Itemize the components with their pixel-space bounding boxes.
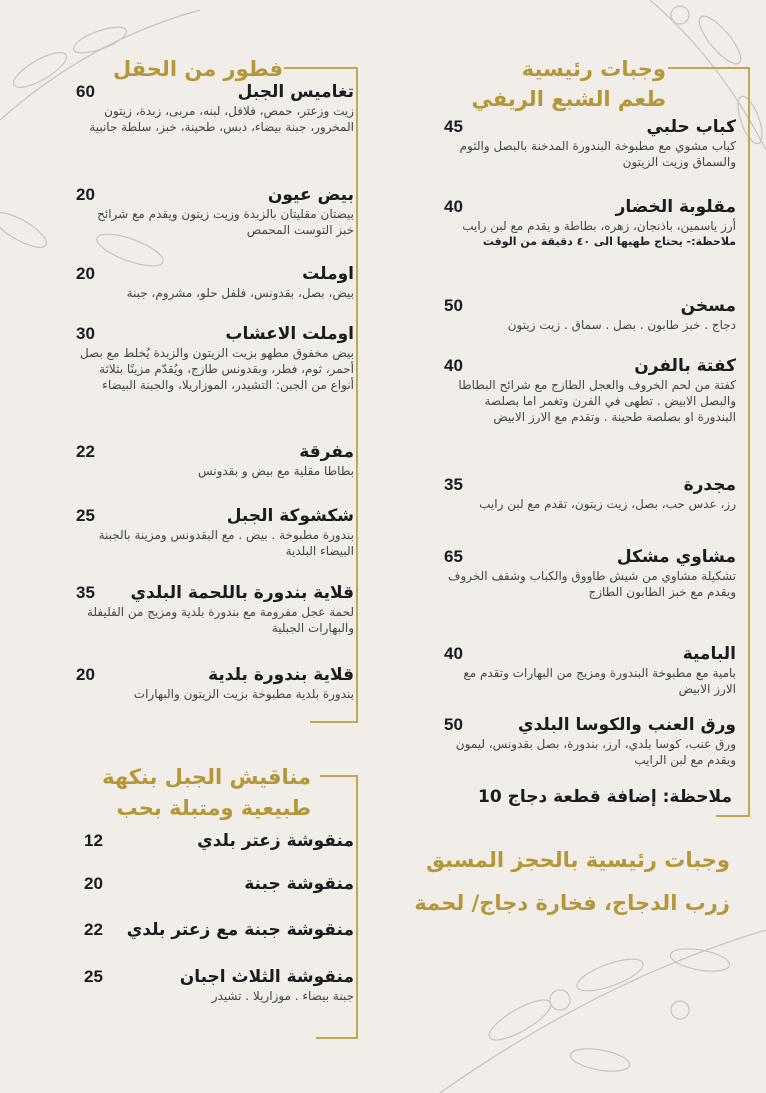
menu-item-header [444,643,736,665]
menu-item-name: اوملت الاعشاب [225,324,354,344]
menu-item-header [84,966,354,988]
menu-item-header [76,184,354,206]
menu-item-price: 25 [84,967,103,986]
menu-item [444,116,736,170]
menu-item-name: قلاية بندورة بلدية [208,665,354,685]
menu-item [76,582,354,636]
menu-item [444,546,736,600]
menu-item-name: مفرقة [299,442,354,462]
menu-item [76,441,354,479]
section-title-breakfast: فطور من الحقل [112,57,283,81]
menu-item-name: مجدرة [683,475,736,495]
menu-item-header [444,474,736,496]
menu-item-name: منقوشة الثلاث اجبان [179,967,354,987]
menu-item-price: 40 [444,197,463,216]
preorder-items: زرب الدجاج، فخارة دجاج/ لحمة [414,891,730,915]
menu-item [76,323,354,393]
menu-item-header [444,355,736,377]
menu-item-description: كفتة من لحم الخروف والعجل الطازج مع شرائح البطاطا والبصل الابيض . تطهى في الفرن وتغمر اما بصلصة البندورة او بصلصة طحينة . وتقدم مع الارز الابيض [458,378,736,424]
menu-item-note: ملاحظة:- يحتاج طهيها الى ٤٠ دقيقة من الوقت [482,235,736,248]
menu-item-name: بيض عيون [267,185,354,205]
menu-item-header [84,830,354,852]
menu-item-name: ورق العنب والكوسا البلدي [518,715,736,735]
menu-item-price: 45 [444,117,463,136]
menu-item [76,505,354,559]
frame-line [310,721,358,723]
menu-item-name: قلاية بندورة باللحمة البلدي [130,583,354,603]
menu-item [444,643,736,697]
menu-item-price: 20 [76,665,95,684]
frame-line [748,67,750,817]
menu-item-price: 20 [76,264,95,283]
menu-item-header [76,582,354,604]
section-subtitle-main-dishes: طعم الشبع الريفي [471,87,666,111]
menu-item-name: شكشوكة الجبل [226,506,354,526]
frame-line [356,775,358,1039]
menu-item-name: تغاميس الجبل [237,82,354,102]
frame-line [716,815,750,817]
menu-item-description: بامية مع مطبوخة البندورة ومزيج من البهارات وتقدم مع الارز الابيض [463,666,736,696]
menu-item-description: بندورة بلدية مطبوخة بزيت الزيتون والبهارات [133,687,354,701]
menu-item-header [84,873,354,895]
menu-item-price: 20 [84,874,103,893]
menu-item [84,830,354,852]
menu-item-price: 22 [76,442,95,461]
menu-item-price: 20 [76,185,95,204]
menu-item-header [444,116,736,138]
menu-item-header [76,263,354,285]
preorder-title: وجبات رئيسية بالحجز المسبق [426,848,730,872]
menu-item-header [76,441,354,463]
frame-line [320,775,358,777]
menu-item-price: 30 [76,324,95,343]
menu-item-description: بندورة مطبوخة . بيض . مع البقدونس ومزينة بالجبنة البيضاء البلدية [98,528,354,558]
menu-item [84,919,354,941]
frame-line [284,67,358,69]
frame-line [316,1037,358,1039]
menu-item-name: كفتة بالفرن [634,356,736,376]
menu-item-description: تشكيلة مشاوي من شيش طاووق والكباب وشقف الخروف ويقدم مع خبز الطابون الطازج [448,569,736,599]
menu-item-name: كباب حلبي [646,117,736,137]
menu-item-header [444,295,736,317]
menu-item-name: منقوشة جبنة [244,874,354,894]
section-title-main-dishes: وجبات رئيسية [521,57,666,81]
menu-item-name: منقوشة جبنة مع زعتر بلدي [126,920,354,940]
menu-item-description: بيضتان مقليتان بالزبدة وزيت زيتون ويقدم مع شرائح خبز التوست المحمص [97,207,354,237]
menu-item-price: 50 [444,296,463,315]
menu-item-description: دجاج . خبز طابون . بصل . سماق . زيت زيتون [507,318,736,332]
menu-item-header [76,664,354,686]
menu-item-price: 35 [76,583,95,602]
menu-item [444,355,736,425]
menu-item-description: كباب مشوي مع مطبوخة البندورة المدخنة بالبصل والثوم والسماق وزيت الزيتون [459,139,736,169]
menu-item [444,196,736,250]
menu-item-name: مشاوي مشكل [616,547,736,567]
menu-item-header [84,919,354,941]
menu-item [84,873,354,895]
menu-item-header [444,196,736,218]
menu-item-name: منقوشة زعتر بلدي [197,831,354,851]
menu-item-description: أرز ياسمين، باذنجان، زهره، بطاطة و يقدم مع لبن رايب [462,219,736,233]
menu-item-description: زيت وزعتر، حمص، فلافل، لبنه، مربى، زبدة، زيتون المخرور، جبنة بيضاء، دبس، طحينة، خبز، سلطة جانبية [89,104,354,134]
menu-item-price: 60 [76,82,95,101]
menu-item-header [444,546,736,568]
section-title-manakish: مناقيش الجبل بنكهة [102,765,311,789]
menu-item-price: 65 [444,547,463,566]
menu-item-name: مسخن [680,296,736,316]
menu-item-name: مقلوبة الخضار [615,197,736,217]
menu-item-price: 50 [444,715,463,734]
menu-item-header [444,714,736,736]
menu-item-price: 40 [444,356,463,375]
menu-item-description: بيض مخفوق مطهو بزيت الزيتون والزبدة يُخلط مع بصل أحمر، ثوم، فطر، وبقدونس طازج، ويُقدّم مزينًا بثلاثة أنواع من الجبن: التشيدر، الموزاريلا، والجبنة البيضاء [79,346,354,392]
menu-item-name: البامية [682,644,736,664]
menu-item [76,184,354,238]
menu-item-description: بيض، بصل، بقدونس، فلفل حلو، مشروم، جبنة [126,286,354,300]
frame-line [668,67,750,69]
menu-item-price: 22 [84,920,103,939]
menu-item-description: لحمة عجل مفرومة مع بندورة بلدية ومزيج من الفليفلة والبهارات الجبلية [86,605,354,635]
menu-item-price: 40 [444,644,463,663]
menu-item [444,474,736,512]
menu-item [84,966,354,1004]
menu-item-description: رز، عدس حب، بصل، زيت زيتون، تقدم مع لبن رايب [479,497,736,511]
menu-item-header [76,323,354,345]
frame-line [356,67,358,723]
menu-item-description: بطاطا مقلية مع بيض و بقدونس [197,464,354,478]
menu-item [76,263,354,301]
section-subtitle-manakish: طبيعية ومتبلة بحب [116,796,311,820]
menu-item-header [76,81,354,103]
menu-item-price: 25 [76,506,95,525]
menu-item [76,664,354,702]
menu-item [444,714,736,768]
menu-item [444,295,736,333]
menu-item-price: 12 [84,831,103,850]
menu-item-description: ورق عنب، كوسا بلدي، ارز، بندورة، بصل بقدونس، ليمون ويقدم مع لبن الرايب [455,737,736,767]
menu-item-name: اوملت [302,264,354,284]
menu-item-price: 35 [444,475,463,494]
menu-item-description: جبنة بيضاء . موزاريلا . تشيدر [211,989,354,1003]
menu-item-header [76,505,354,527]
chicken-addon-note: ملاحظة: إضافة قطعة دجاج 10 [478,787,732,807]
menu-item [76,81,354,135]
